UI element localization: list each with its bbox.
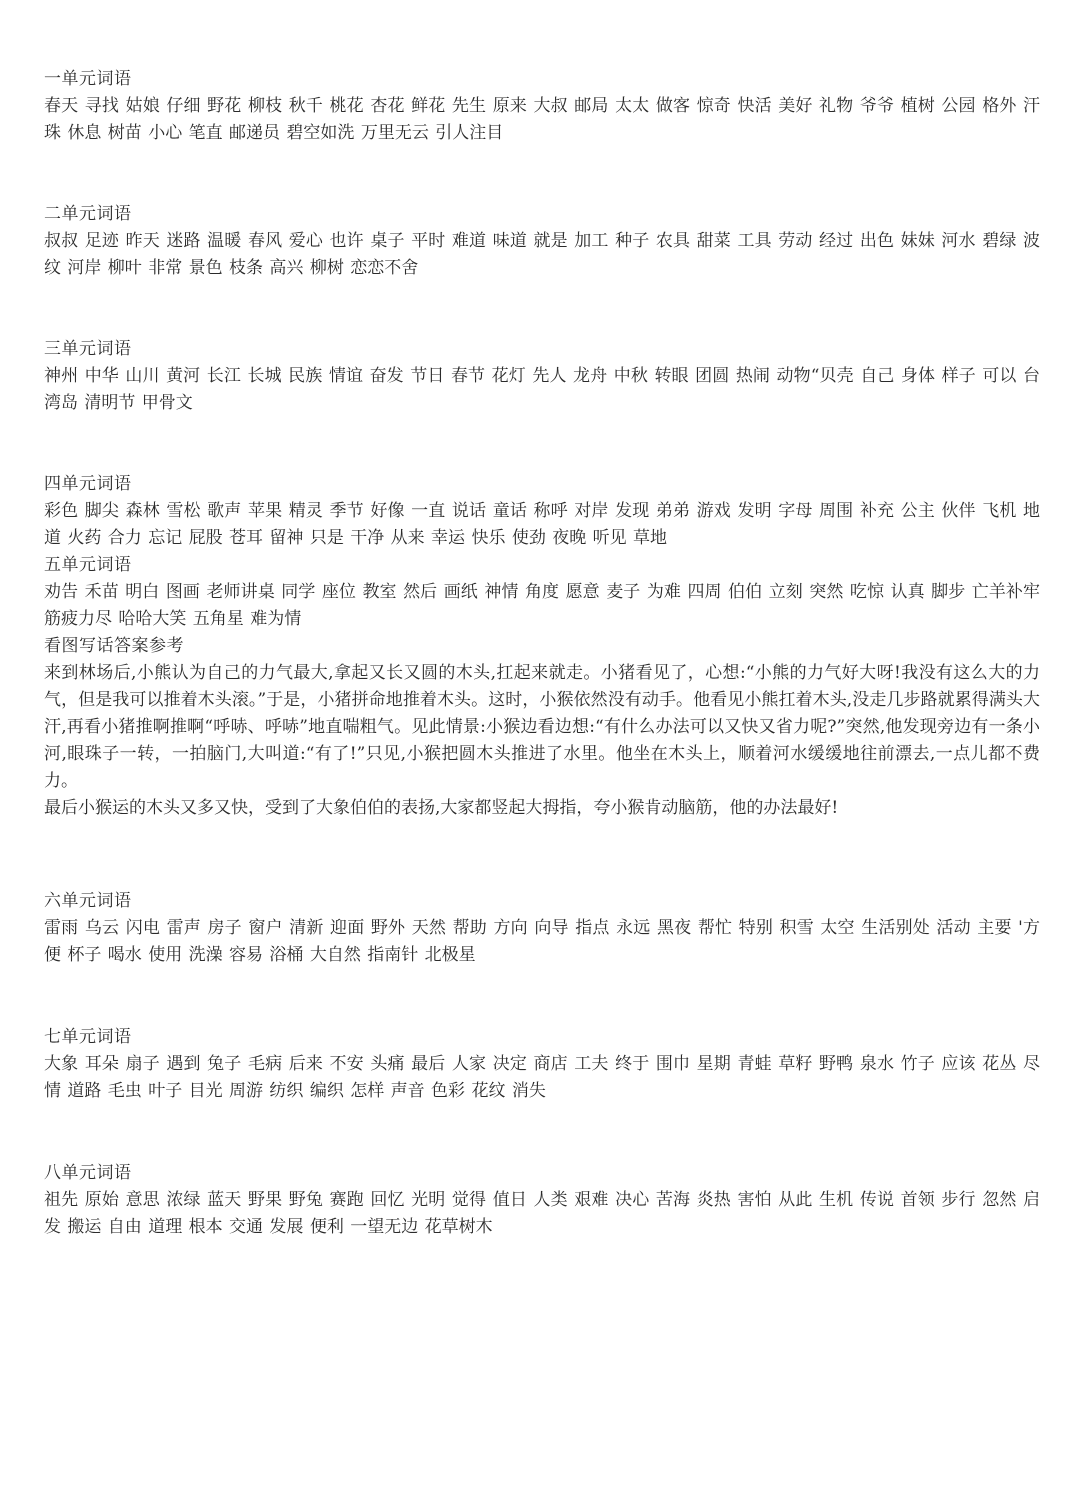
unit-5-words: 劝告 禾苗 明白 图画 老师讲桌 同学 座位 教室 然后 画纸 神情 角度 愿意 麦子 为难 四周 伯伯 立刻 突然 吃惊 认真 脚步 亡羊补牢 筋疲力尽 哈哈大笑 五角星 难为情 [44, 582, 1040, 629]
unit-5-section [44, 552, 1040, 633]
unit-1-section [44, 66, 1040, 147]
unit-3-section [44, 336, 1040, 417]
essay-section [44, 633, 1040, 822]
unit-2-section [44, 201, 1040, 282]
unit-2-title: 二单元词语 [44, 204, 132, 224]
document-page [44, 66, 1040, 1241]
essay-paragraph-2: 最后小猴运的木头又多又快，受到了大象伯伯的表扬,大家都竖起大拇指，夸小猴肯动脑筋，他的办法最好! [44, 798, 839, 818]
unit-3-words: 神州 中华 山川 黄河 长江 长城 民族 情谊 奋发 节日 春节 花灯 先人 龙舟 中秋 转眼 团圆 热闹 动物“贝壳 自己 身体 样子 可以 台湾岛 清明节 甲骨文 [44, 366, 1040, 413]
essay-paragraph-1: 来到林场后,小熊认为自己的力气最大,拿起又长又圆的木头,扛起来就走。小猪看见了，心想:“小熊的力气好大呀!我没有这么大的力气，但是我可以推着木头滚。”于是，小猪拼命地推着木头。这时，小猴依然没有动手。他看见小熊扛着木头,没走几步路就累得满头大汗,再看小猪推啊推啊“呼哧、呼哧”地直喘粗气。见此情景:小猴边看边想:“有什么办法可以又快又省力呢?”突然,他发现旁边有一条小河,眼珠子一转，一拍脑门,大叫道:“有了!”只见,小猴把圆木头推进了水里。他坐在木头上，顺着河水缓缓地往前漂去,一点儿都不费力。 [44, 663, 1040, 791]
essay-title: 看图写话答案参考 [44, 636, 184, 656]
unit-6-words: 雷雨 乌云 闪电 雷声 房子 窗户 清新 迎面 野外 天然 帮助 方向 向导 指点 永远 黑夜 帮忙 特别 积雪 太空 生活别处 活动 主要 '方便 杯子 喝水 使用 洗澡 容易 浴桶 大自然 指南针 北极星 [44, 918, 1040, 965]
unit-7-words: 大象 耳朵 扇子 遇到 兔子 毛病 后来 不安 头痛 最后 人家 决定 商店 工夫 终于 围巾 星期 青蛙 草籽 野鸭 泉水 竹子 应该 花丛 尽情 道路 毛虫 叶子 目光 周游 纺织 编织 怎样 声音 色彩 花纹 消失 [44, 1054, 1040, 1101]
unit-2-words: 叔叔 足迹 昨天 迷路 温暖 春风 爱心 也许 桌子 平时 难道 味道 就是 加工 种子 农具 甜菜 工具 劳动 经过 出色 妹妹 河水 碧绿 波纹 河岸 柳叶 非常 景色 枝条 高兴 柳树 恋恋不舍 [44, 231, 1040, 278]
unit-8-title: 八单元词语 [44, 1163, 132, 1183]
unit-4-words: 彩色 脚尖 森林 雪松 歌声 苹果 精灵 季节 好像 一直 说话 童话 称呼 对岸 发现 弟弟 游戏 发明 字母 周围 补充 公主 伙伴 飞机 地道 火药 合力 忘记 屁股 苍耳 留神 只是 干净 从来 幸运 快乐 使劲 夜晚 听见 草地 [44, 501, 1040, 548]
unit-1-words: 春天 寻找 姑娘 仔细 野花 柳枝 秋千 桃花 杏花 鲜花 先生 原来 大叔 邮局 太太 做客 惊奇 快活 美好 礼物 爷爷 植树 公园 格外 汗珠 休息 树苗 小心 笔直 邮递员 碧空如洗 万里无云 引人注目 [44, 96, 1040, 143]
unit-7-section [44, 1024, 1040, 1105]
unit-3-title: 三单元词语 [44, 339, 132, 359]
unit-4-title: 四单元词语 [44, 474, 132, 494]
unit-7-title: 七单元词语 [44, 1027, 132, 1047]
unit-5-title: 五单元词语 [44, 555, 132, 575]
unit-8-words: 祖先 原始 意思 浓绿 蓝天 野果 野兔 赛跑 回忆 光明 觉得 值日 人类 艰难 决心 苦海 炎热 害怕 从此 生机 传说 首领 步行 忽然 启发 搬运 自由 道理 根本 交通 发展 便利 一望无边 花草树木 [44, 1190, 1040, 1237]
unit-8-section [44, 1160, 1040, 1241]
unit-6-section [44, 888, 1040, 969]
unit-4-section [44, 471, 1040, 552]
unit-1-title: 一单元词语 [44, 69, 132, 89]
unit-6-title: 六单元词语 [44, 891, 132, 911]
